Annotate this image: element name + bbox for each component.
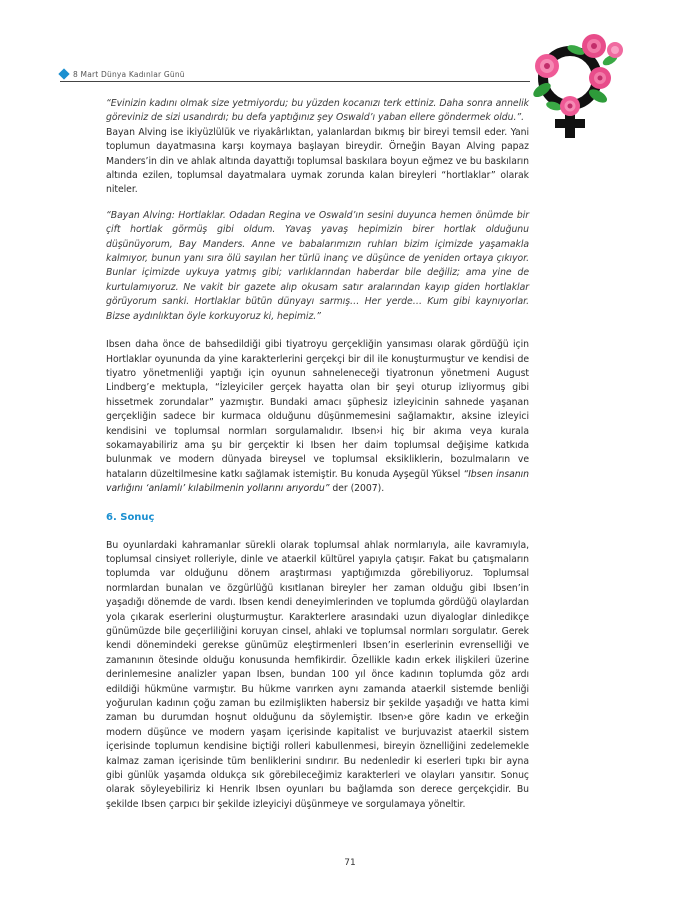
- page-number: 71: [344, 858, 356, 868]
- female-symbol-roses-icon: [514, 20, 626, 142]
- diamond-bullet-icon: [58, 68, 69, 79]
- quote-block: “Bayan Alving: Hortlaklar. Odadan Regina ve Oswald’ın sesini duyunca hemen önümde bir çift hortlak görmüş gibi oldum. Yavaş yavaş hepimizin birer hortlak olduğunu düşünüyorum, Bay Manders. Anne ve babalarımızın ruhları bizim içimizde yaşamakla kalmıyor, bunun yanı sıra ölü sayılan her türlü inanç ve düşünce de yeniden ortaya çıkıyor. Bunlar içimizde uykuya yatmış gibi; varlıklarından haberdar bile değiliz; ama yine de kurtulamıyoruz. Ne vakit bir gazete alıp okusam satır aralarından kayıp giden hortlaklar görüyorum sanki. Hortlaklar bütün dünyayı sarmış… Her yerde… Kum gibi kaynıyorlar. Bizse aydınlıktan öyle korkuyoruz ki, hepimiz.”: [106, 209, 529, 322]
- header-title: 8 Mart Dünya Kadınlar Günü: [73, 69, 185, 79]
- paragraph-text-end: der (2007).: [329, 483, 385, 495]
- body-paragraph: Bayan Alving ise ikiyüzlülük ve riyakârlıktan, yalanlardan bıkmış bir bireyi temsil eder. Yani toplumun dayatmasına karşı koymaya başlayan bireydir. Örneğin Bayan Alving papaz Manders’in din ve ahlak altında dayattığı toplumsal baskılara boyun eğmez ve bu baskıların altında ezilen, toplumsal dayatmalara uymak zorunda kalan bireyleri “hortlaklar” olarak niteler.: [106, 126, 529, 196]
- running-header: [60, 67, 185, 81]
- paragraph-text: Ibsen daha önce de bahsedildiği gibi tiyatroyu gerçekliğin yansıması olarak gördüğü için Hortlaklar oyununda da yine karakterlerini gerçekçi bir dil ile konuşturmuştur ve kendisi de tiyatro yönetmenliği yaptığı için oyunun sahneleneceği tiyatronun yönetmeni August Lindberg’e mektupla, “İzleyiciler gerçek hayatta olan bir şeyi oturup izliyormuş gibi hissetmek zorundalar” yazmıştır. Bundaki amacı şüphesiz izleyicinin sahnede yaşanan gerçekliğin sadece bir kurmaca olduğunu düşünmemesini sağlamaktır, aksine izleyici kendisini ve toplumsal normları sorgulamalıdır. Ibsen›i hiç bir akıma veya kurala sokamayabiliriz ama şu bir gerçektir ki Ibsen her daim toplumsal değişime katkıda bulunmak ve modern dünyada bireysel ve toplumsal eksikliklerin, bozulmaların ve hataların düzeltilmesine katkı sağlamak istemiştir. Bu konuda Ayşegül Yüksel: [106, 339, 529, 480]
- body-paragraph: [106, 338, 529, 496]
- header-rule: [60, 81, 530, 82]
- quote-block: “Evinizin kadını olmak size yetmiyordu; bu yüzden kocanızı terk ettiniz. Daha sonra annelik göreviniz de sizi usandırdı; bu defa yaptığınız şey Oswald’ı yaban ellere göndermek oldu.”.: [106, 98, 529, 124]
- italic-citation: “Ibsen insanın varlığını ‘anlamlı’ kılabilmenin yollarını arıyordu”: [106, 468, 529, 495]
- page-body: [106, 97, 529, 812]
- body-paragraph: Bu oyunlardaki kahramanlar sürekli olarak toplumsal ahlak normlarıyla, aile kavramıyla, toplumsal cinsiyet rolleriyle, dinle ve ataerkil kültürel yapıyla çatışır. Fakat bu çatışmaların toplumda var olduğunu dönem araştırması yaptığımızda görebiliyoruz. Toplumsal normlardan bunalan ve özgürlüğü kısıtlanan bireyler her zaman olduğu gibi Ibsen’in yaşadığı dönemde de vardı. Ibsen kendi deneyimlerinden ve toplumda gördüğü olaylardan yola çıkarak eserlerini oluşturmuştur. Karakterlere arasındaki uzun diyaloglar dinledikçe günümüzde bile geçerliliğini koruyan cinsel, ahlaki ve toplumsal normları sorgulatır. Gerek kendi dönemindeki gerekse günümüz eleştirmenleri Ibsen’in eserlerinin evrenselliği ve zamanının ötesinde olduğu konusunda hemfikirdir. Özellikle kadın erkek ilişkileri üzerine derinlemesine analizler yapan Ibsen, bundan 100 yıl önce kadının toplumda göz ardı edildiği hükmüne varmıştır. Bu hükme varırken aynı zamanda ataerkil sistemde benliği yoğurulan kadının çoğu zaman bu ezilmişlikten habersiz bir şekilde yaşadığı ve hatta kimi zaman bu durumdan hoşnut olduğunu da söylemiştir. Ibsen›e göre kadın ve erkeğin modern düşünce ve modern yaşam içerisinde kapitalist ve burjuvazist ataerkil sistem içerisinde toplumun kendisine biçtiği rolleri kabullenmesi, bireyin öznelliğini zedelemekle kalmaz zaman içerisinde tüm benliklerini sındırır. Bu nedenledir ki eserleri tıpkı bir ayna gibi günlük yaşamda oldukça sık görebileceğimiz karakterleri ve olayları yansıtır. Sonuç olarak söyleyebiliriz ki Henrik Ibsen oyunları bu bağlamda son derece gerçekçidir. Bu şekilde Ibsen çarpıcı bir şekilde izleyiciyi düşünmeye ve sorgulamaya yöneltir.: [106, 539, 529, 810]
- section-heading: 6. Sonuç: [106, 511, 155, 523]
